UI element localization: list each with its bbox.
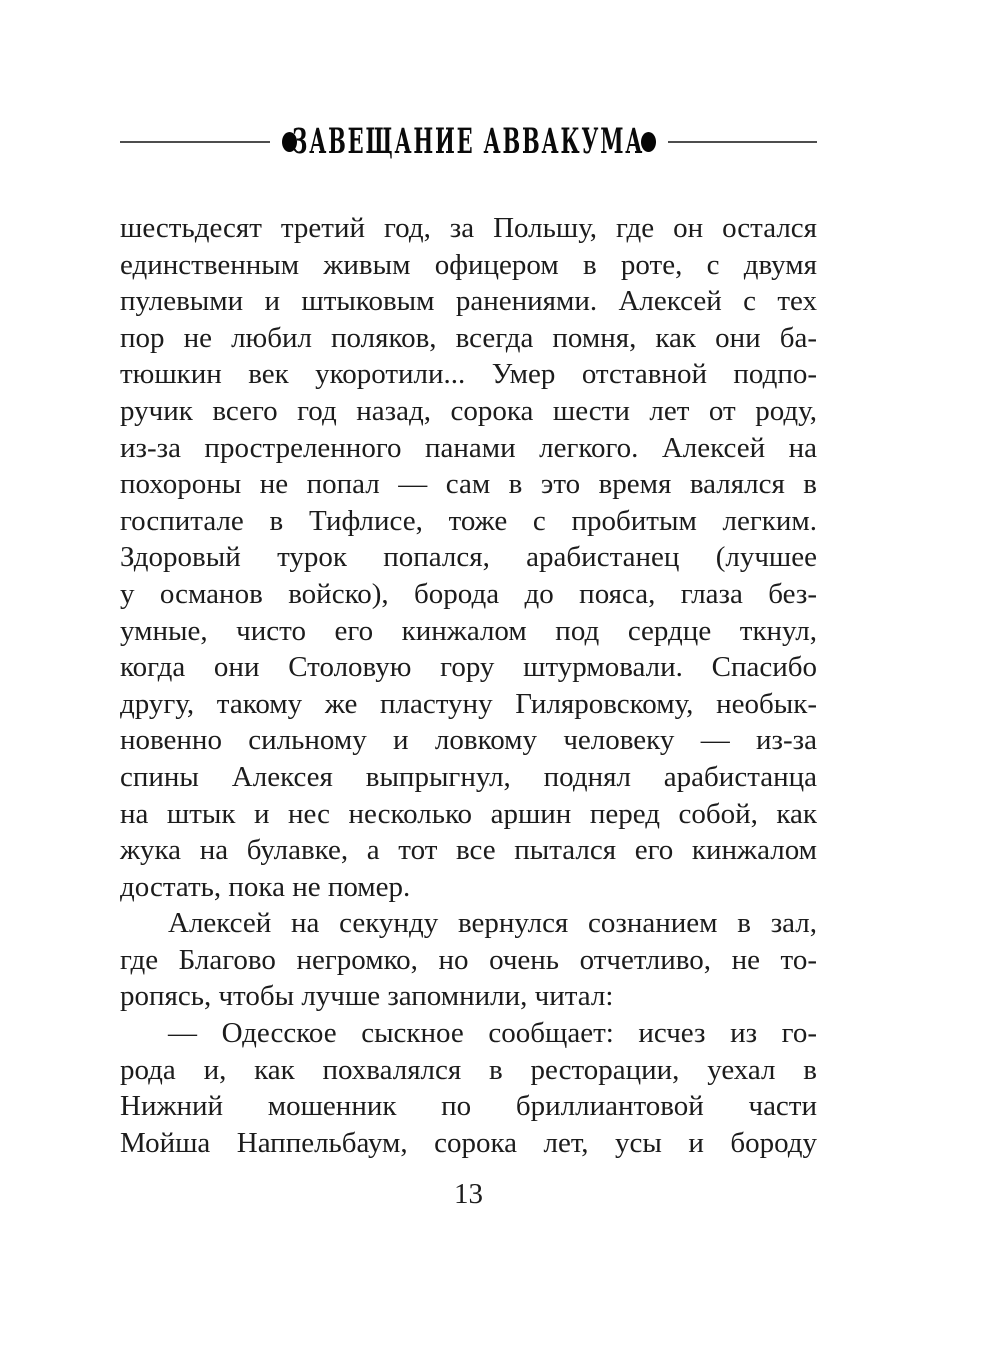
text-line: пор не любил поляков, всегда помня, как они ба- [120,321,817,354]
text-line: где Благово негромко, но очень отчетливо, не то- [120,943,817,976]
chapter-title-text: ЗАВЕЩАНИЕ АВВАКУМА [292,121,645,162]
text-line: из-за простреленного панами легкого. Алексей на [120,431,817,464]
text-line: тюшкин век укоротили... Умер отставной подпо- [120,358,817,391]
header-rule-right [668,141,818,143]
text-line: похороны не попал — сам в это время валялся в [120,468,817,501]
text-line: достать, пока не помер. [120,870,411,903]
page-number: 13 [454,1178,483,1210]
text-line: когда они Столовую гору штурмовали. Спасибо [120,651,817,684]
text-line: новенно сильному и ловкому человеку — из-за [120,724,817,757]
text-line: Алексей на секунду вернулся сознанием в зал, [168,907,817,940]
text-line: рода и, как похвалялся в ресторации, уехал в [120,1053,817,1086]
text-line: спины Алексея выпрыгнул, поднял арабистанца [120,760,817,793]
text-line: умные, чисто его кинжалом под сердце ткнул, [120,614,817,647]
text-line: — Одесское сыскное сообщает: исчез из го- [168,1017,817,1050]
text-line: госпитале в Тифлисе, тоже с пробитым легким. [120,504,817,537]
chapter-header [120,121,817,162]
text-line: другу, такому же пластуну Гиляровскому, необык- [120,687,817,720]
text-line: пулевыми и штыковым ранениями. Алексей с тех [120,285,817,318]
text-line: ропясь, чтобы лучше запомнили, читал: [120,980,614,1013]
body-text [120,210,817,1161]
text-line: единственным живым офицером в роте, с двумя [120,248,817,281]
text-line: у османов войско), борода до пояса, глаза без- [120,577,817,610]
text-line: Здоровый турок попался, арабистанец (лучшее [120,541,817,574]
text-line: Нижний мошенник по бриллиантовой части [120,1090,817,1123]
chapter-title [292,121,645,162]
text-line: жука на булавке, а тот все пытался его кинжалом [120,834,817,867]
text-line: ручик всего год назад, сорока шести лет от роду, [120,394,817,427]
text-line: Мойша Наппельбаум, сорока лет, усы и бороду [120,1126,817,1159]
text-line: на штык и нес несколько аршин перед собой, как [120,797,817,830]
text-line: шестьдесят третий год, за Польшу, где он остался [120,212,817,244]
header-rule-left [120,141,270,143]
